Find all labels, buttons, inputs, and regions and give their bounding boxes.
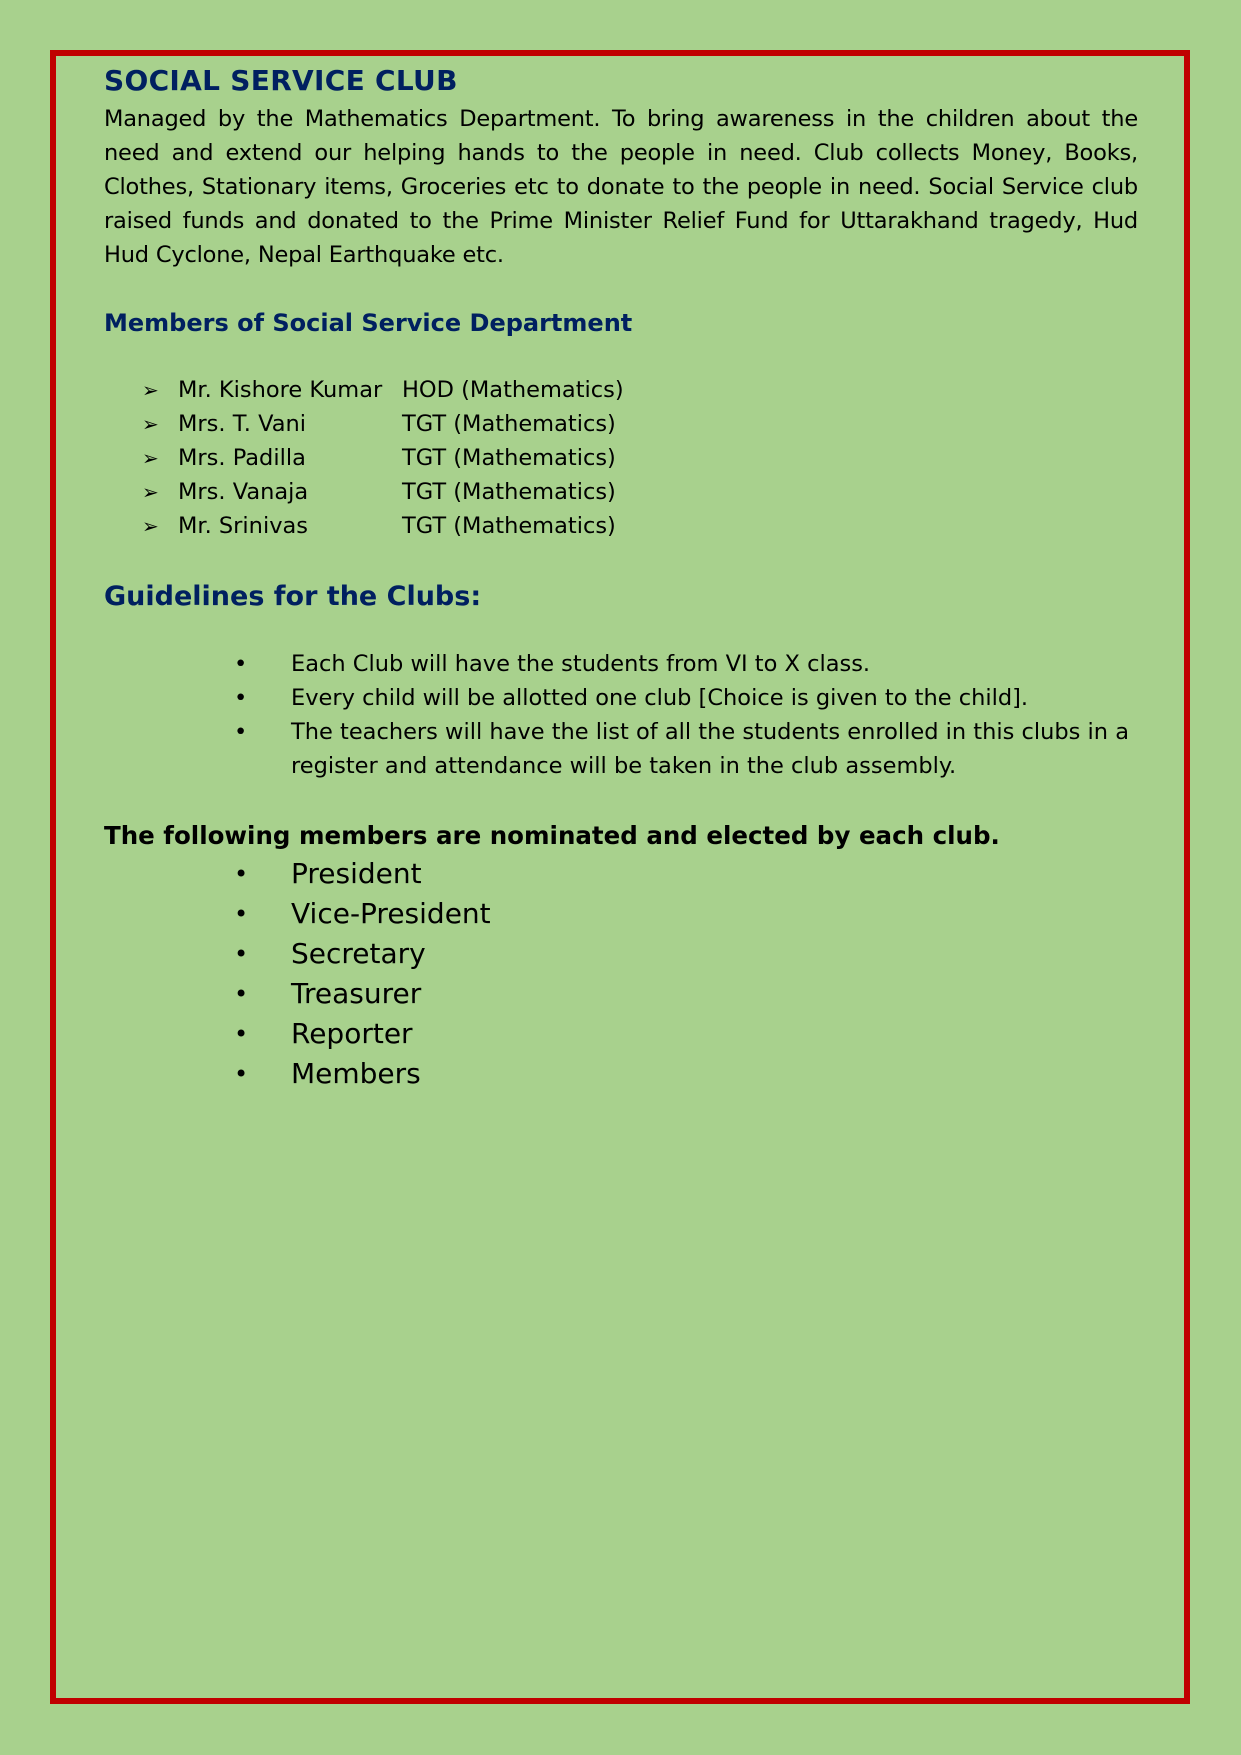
role-label: Members [291,1057,421,1090]
arrow-bullet-icon: ➢ [142,480,159,504]
page-title: SOCIAL SERVICE CLUB [104,64,458,97]
member-item [142,373,1138,407]
bullet-icon: • [234,900,249,928]
member-name: Mrs. Padilla [178,445,306,471]
bullet-icon: • [234,1020,249,1048]
bullet-icon: • [234,685,248,711]
guideline-text: Every child will be allotted one club [Choice is given to the child]. [291,685,1029,711]
guidelines-list [104,647,1138,783]
bullet-icon: • [234,651,248,677]
document-content [104,60,1138,1094]
guideline-item [104,681,1138,715]
guideline-item [104,647,1138,681]
member-item [142,509,1138,543]
arrow-bullet-icon: ➢ [142,446,159,470]
member-role: TGT (Mathematics) [402,445,616,471]
role-item [104,894,1138,934]
role-label: Secretary [291,937,426,970]
member-role: HOD (Mathematics) [402,377,624,403]
role-label: Reporter [291,1017,413,1050]
bullet-icon: • [234,860,249,888]
member-role: TGT (Mathematics) [402,479,616,505]
arrow-bullet-icon: ➢ [142,412,159,436]
role-label: Vice-President [291,897,491,930]
member-name: Mr. Kishore Kumar [178,377,383,403]
members-heading: Members of Social Service Department [104,309,633,337]
role-label: Treasurer [291,977,422,1010]
members-list [104,373,1138,543]
member-item [142,475,1138,509]
bullet-icon: • [234,940,249,968]
member-name: Mrs. Vanaja [178,479,309,505]
intro-paragraph: Managed by the Mathematics Department. To bring awareness in the children about the need and extend our helping hands to the people in need. Club collects Money, Books, Clothes, Stationary items, Groceries etc to donate to the people in need. Social Service club raised funds and donated to the Prime Minister Relief Fund for Uttarakhand tragedy, Hud Hud Cyclone, Nepal Earthquake etc. [104,106,1138,268]
arrow-bullet-icon: ➢ [142,514,159,538]
roles-list [104,854,1138,1094]
member-role: TGT (Mathematics) [402,513,616,539]
member-name: Mrs. T. Vani [178,411,307,437]
member-role: TGT (Mathematics) [402,411,616,437]
bullet-icon: • [234,980,249,1008]
nominate-heading: The following members are nominated and elected by each club. [104,821,1000,850]
guideline-text: Each Club will have the students from VI to X class. [291,651,871,677]
bullet-icon: • [234,1060,249,1088]
member-item [142,407,1138,441]
guideline-text: The teachers will have the list of all the students enrolled in this clubs in a register and attendance will be taken in the club assembly. [291,719,1130,779]
guideline-item [104,715,1138,783]
role-item [104,1054,1138,1094]
role-item [104,934,1138,974]
role-label: President [291,857,422,890]
member-item [142,441,1138,475]
role-item [104,1014,1138,1054]
guidelines-heading: Guidelines for the Clubs: [104,581,482,612]
member-name: Mr. Srinivas [178,513,309,539]
arrow-bullet-icon: ➢ [142,378,159,402]
role-item [104,854,1138,894]
role-item [104,974,1138,1014]
bullet-icon: • [234,719,248,745]
